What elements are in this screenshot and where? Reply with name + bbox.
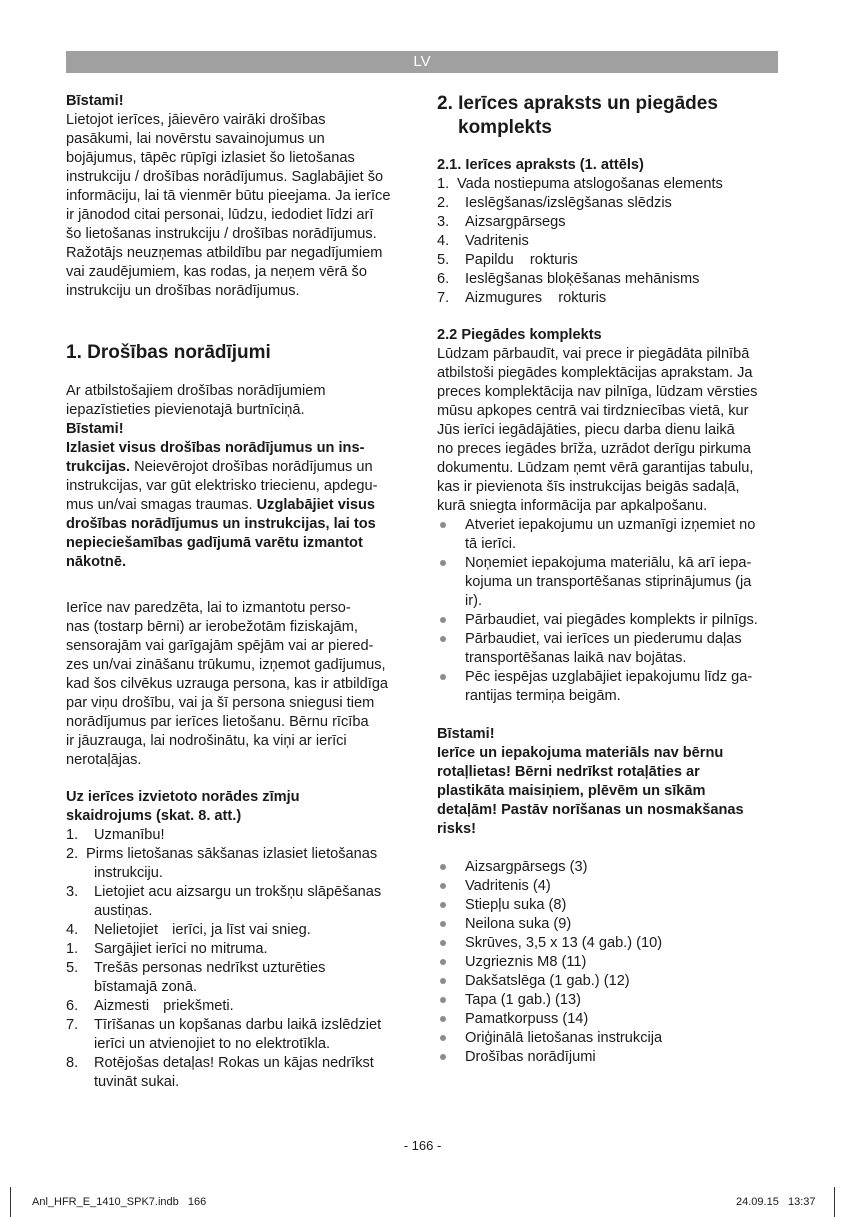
item-text: rantijas termiņa beigām. <box>465 688 621 704</box>
right-column <box>437 92 782 1067</box>
item-text: Uzmanību! <box>94 827 165 843</box>
text-line: skaidrojums (skat. 8. att.) <box>66 808 242 824</box>
text-line: detaļām! Pastāv norīšanas un nosmakšanas <box>437 802 744 818</box>
subsection-2-2-title: 2.2 Piegādes komplekts <box>437 327 602 343</box>
crop-mark <box>834 1187 835 1217</box>
list-item <box>437 270 782 289</box>
crop-mark <box>10 1187 11 1217</box>
text-fragment: mus un/vai smagas traumas. <box>66 497 257 513</box>
bold-fragment: Uzglabājiet visus <box>256 497 376 513</box>
list-item: Skrūves, 3,5 x 13 (4 gab.) (10) <box>437 934 782 953</box>
item-text: tuvināt sukai. <box>94 1074 180 1090</box>
item-number: 2. <box>66 846 79 862</box>
text-line: plastikāta maisiņiem, plēvēm un sīkām <box>437 783 706 799</box>
item-text: Lietojiet acu aizsargu un trokšņu slāpēšanas <box>94 884 382 900</box>
item-text: Ieslēgšanas bloķēšanas mehānisms <box>465 271 700 287</box>
item-number: 5. <box>437 252 450 268</box>
item-text: Tīrīšanas un kopšanas darbu laikā izslēdziet <box>94 1017 382 1033</box>
item-number: 7. <box>66 1017 79 1033</box>
text-line: no preces iegādes brīža, uzrādot derīgu pirkuma <box>437 441 751 457</box>
text-line: dokumentu. Lūdzam ņemt vērā garantijas tabulu, <box>437 460 754 476</box>
text-line: nas (tostarp bērni) ar ierobežotām fiziskajām, <box>66 619 358 635</box>
item-text: tā ierīci. <box>465 536 517 552</box>
item-text: Aizmesti <box>94 998 150 1014</box>
delivery-paragraph <box>437 345 782 516</box>
warning-title: Bīstami! <box>66 421 124 437</box>
list-item <box>437 630 782 668</box>
child-safety-warning <box>437 744 782 839</box>
item-number: 8. <box>66 1055 79 1071</box>
item-text: Pirms lietošanas sākšanas izlasiet lietošanas <box>86 846 378 862</box>
text-line: nerotaļājas. <box>66 752 142 768</box>
item-text: Sargājiet ierīci no mitruma. <box>94 941 268 957</box>
text-line: preces komplektācija nav pilnīga, lūdzam vērsties <box>437 384 758 400</box>
list-item: Vadritenis (4) <box>437 877 782 896</box>
item-text: Trešās personas nedrīkst uzturēties <box>94 960 326 976</box>
item-text: Pēc iespējas uzglabājiet iepakojumu līdz ga- <box>465 669 753 685</box>
section-2-title <box>437 92 782 140</box>
list-item <box>66 940 412 959</box>
file-info: Anl_HFR_E_1410_SPK7.indb 166 <box>32 1196 207 1208</box>
list-item: Neilona suka (9) <box>437 915 782 934</box>
warning-title: Bīstami! <box>437 726 495 742</box>
list-item <box>437 554 782 611</box>
text-line: atbilstoši piegādes komplektācijas aprakstam. Ja <box>437 365 753 381</box>
item-text: instrukciju. <box>94 865 163 881</box>
item-number: 7. <box>437 290 450 306</box>
item-text: ierīci, ja līst vai snieg. <box>172 922 311 938</box>
item-text: Aizsargpārsegs <box>465 214 566 230</box>
list-item <box>66 921 412 940</box>
list-item: Pamatkorpuss (14) <box>437 1010 782 1029</box>
item-text: kojuma un transportēšanas stiprinājumus (ja <box>465 574 752 590</box>
item-text: ir). <box>465 593 483 609</box>
text-line: mūsu apkopes centrā vai tirdzniecības vietā, kur <box>437 403 749 419</box>
list-item <box>437 251 782 270</box>
text-line: ir jāuzrauga, lai nodrošinātu, ka viņi ar ierīci <box>66 733 347 749</box>
warning-instructions <box>66 439 412 572</box>
item-number: 1. <box>66 827 79 843</box>
text-line: nepieciešamības gadījumā varētu izmantot <box>66 535 363 551</box>
text-fragment: Neievērojot drošības norādījumus un <box>130 459 373 475</box>
list-item: Drošības norādījumi <box>437 1048 782 1067</box>
usage-restriction-paragraph <box>66 599 412 770</box>
text-line: nākotnē. <box>66 554 127 570</box>
text-line: informāciju, lai tā vienmēr būtu pieejama. Ja ierīce <box>66 188 391 204</box>
text-line: ir jānodod citai personai, lūdzu, iedodiet līdzi arī <box>66 207 374 223</box>
item-number: 1. <box>437 176 450 192</box>
item-number: 2. <box>437 195 450 211</box>
item-text: Ieslēgšanas/izslēgšanas slēdzis <box>465 195 672 211</box>
item-number: 6. <box>66 998 79 1014</box>
text-line: norādījumus par ierīces lietošanu. Bērnu rīcība <box>66 714 369 730</box>
text-line: Ražotājs neuzņemas atbildību par negadījumiem <box>66 245 383 261</box>
warning-text <box>66 111 412 301</box>
item-number: 6. <box>437 271 450 287</box>
text-line: instrukciju un drošības norādījumus. <box>66 283 300 299</box>
list-item <box>437 611 782 630</box>
text-line: par viņu drošību, vai ja šī persona sniegusi tiem <box>66 695 375 711</box>
item-text: Rotējošas detaļas! Rokas un kājas nedrīkst <box>94 1055 374 1071</box>
item-number: 4. <box>437 233 450 249</box>
text-line: pasākumi, lai novērstu savainojumus un <box>66 131 325 147</box>
text-line: zes un/vai zināšanu trūkumu, izņemot gadījumus, <box>66 657 386 673</box>
item-number: 3. <box>66 884 79 900</box>
text-line: Jūs ierīci iegādājāties, piecu darba dienu laikā <box>437 422 735 438</box>
list-item <box>437 213 782 232</box>
text-line: drošības norādījumus un instrukcijas, lai tos <box>66 516 376 532</box>
item-text: Pārbaudiet, vai piegādes komplekts ir pilnīgs. <box>465 612 758 628</box>
item-text: Papildu rokturis <box>465 252 578 268</box>
list-item: Uzgrieznis M8 (11) <box>437 953 782 972</box>
text-line <box>66 458 412 477</box>
language-bar <box>66 51 778 73</box>
item-number: 3. <box>437 214 450 230</box>
list-item <box>66 959 412 997</box>
list-item <box>437 668 782 706</box>
text-line: iepazīstieties pievienotajā burtnīciņā. <box>66 402 305 418</box>
item-text: Atveriet iepakojumu un uzmanīgi izņemiet no <box>465 517 756 533</box>
item-text: transportēšanas laikā nav bojātas. <box>465 650 687 666</box>
title-line: komplekts <box>458 117 552 138</box>
title-line: 2. Ierīces apraksts un piegādes <box>437 93 718 114</box>
list-item: Stiepļu suka (8) <box>437 896 782 915</box>
text-line: risks! <box>437 821 476 837</box>
text-line: instrukcijas, var gūt elektrisko triecienu, apdegu- <box>66 478 378 494</box>
text-line: Ierīce nav paredzēta, lai to izmantotu perso- <box>66 600 351 616</box>
item-number: 4. <box>66 922 79 938</box>
item-text: austiņas. <box>94 903 153 919</box>
text-line: vai zaudējumiem, kas rodas, ja neņem vērā šo <box>66 264 367 280</box>
list-item: Oriģinālā lietošanas instrukcija <box>437 1029 782 1048</box>
list-item <box>66 997 412 1016</box>
print-date: 24.09.15 13:37 <box>736 1196 816 1208</box>
subsection-2-1-title: 2.1. Ierīces apraksts (1. attēls) <box>437 157 644 173</box>
item-text: ierīci un atvienojiet to no elektrotīkla. <box>94 1036 331 1052</box>
text-line: bojājumus, tāpēc rūpīgi izlasiet šo lietošanas <box>66 150 355 166</box>
list-item: Aizsargpārsegs (3) <box>437 858 782 877</box>
text-line: šo lietošanas instrukciju / drošības norādījumus. <box>66 226 377 242</box>
item-text: Pārbaudiet, vai ierīces un piederumu daļas <box>465 631 742 647</box>
list-item <box>437 516 782 554</box>
text-line: Ar atbilstošajiem drošības norādījumiem <box>66 383 326 399</box>
unpacking-steps <box>437 516 782 706</box>
text-line: Uz ierīces izvietoto norādes zīmju <box>66 789 300 805</box>
signs-title <box>66 788 412 826</box>
text-line <box>66 496 412 515</box>
section-1-title: 1. Drošības norādījumi <box>66 342 271 363</box>
text-line: kad šos cilvēkus uzrauga persona, kas ir atbildīga <box>66 676 389 692</box>
text-line: Lūdzam pārbaudīt, vai prece ir piegādāta pilnībā <box>437 346 750 362</box>
item-text: Vada nostiepuma atslogošanas elements <box>457 176 723 192</box>
list-item <box>66 1054 412 1092</box>
list-item <box>437 289 782 308</box>
text-line: Ierīce un iepakojuma materiāls nav bērnu <box>437 745 724 761</box>
list-item <box>66 845 412 883</box>
text-line: Izlasiet visus drošības norādījumus un ins- <box>66 440 365 456</box>
item-text: Nelietojiet <box>94 922 159 938</box>
item-number: 1. <box>66 941 79 957</box>
item-text: Aizmugures rokturis <box>465 290 607 306</box>
list-item <box>66 826 412 845</box>
parts-list <box>437 175 782 308</box>
list-item <box>437 175 782 194</box>
list-item <box>437 232 782 251</box>
text-line: kurā sniegta informācija par apkalpošanu. <box>437 498 708 514</box>
bold-fragment: trukcijas. <box>66 459 131 475</box>
list-item: Tapa (1 gab.) (13) <box>437 991 782 1010</box>
section-1-intro <box>66 382 412 420</box>
warning-title: Bīstami! <box>66 93 124 109</box>
text-line: rotaļlietas! Bērni nedrīkst rotaļāties ar <box>437 764 700 780</box>
item-text: bīstamajā zonā. <box>94 979 198 995</box>
text-line: kas ir pievienota šīs instrukcijas beigās sadaļā, <box>437 479 740 495</box>
left-column <box>66 92 412 1092</box>
text-line: instrukciju / drošības norādījumus. Saglabājiet šo <box>66 169 384 185</box>
list-item: Dakšatslēga (1 gab.) (12) <box>437 972 782 991</box>
item-number: 5. <box>66 960 79 976</box>
item-text: Vadritenis <box>465 233 529 249</box>
signs-list <box>66 826 412 1092</box>
text-line: sensorajām vai garīgajām spējām vai ar piered- <box>66 638 374 654</box>
list-item <box>66 883 412 921</box>
list-item <box>66 1016 412 1054</box>
page-number: - 166 - <box>403 1138 442 1153</box>
list-item <box>437 194 782 213</box>
package-contents <box>437 858 782 1067</box>
text-line: Lietojot ierīces, jāievēro vairāki drošības <box>66 112 326 128</box>
language-code: LV <box>413 53 431 70</box>
item-text: Noņemiet iepakojuma materiālu, kā arī iepa- <box>465 555 752 571</box>
item-text: priekšmeti. <box>163 998 234 1014</box>
